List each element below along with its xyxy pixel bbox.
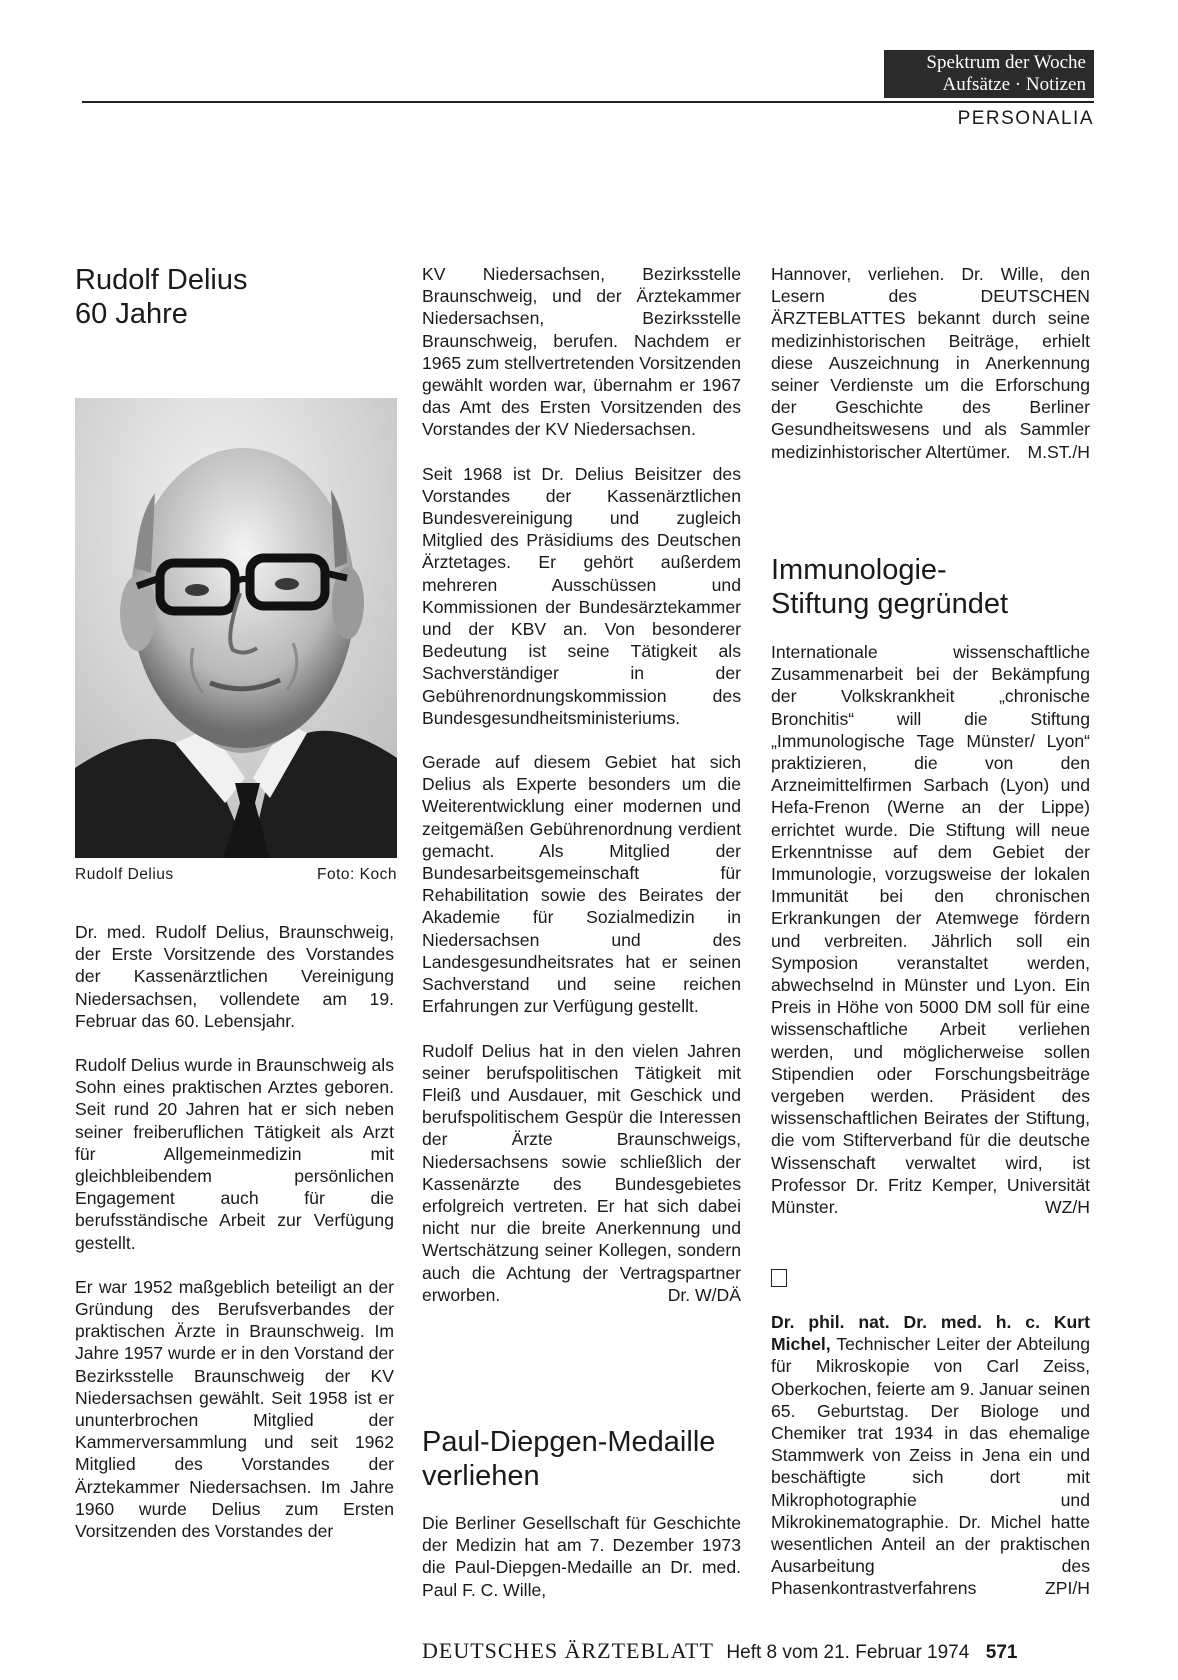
article1-paragraph-7-text: Rudolf Delius hat in den vielen Jahren seiner berufspolitischen Tätigkeit mit Fleiß und Ausdauer, mit Geschick und berufspolitischem Gespür die Interessen der Ärzte Braunschweigs, Niedersachsens sowie schließlich der Kassenärzte des Bundesgebietes erfolgreich vertreten. Er hat sich dabei nicht nur die breite Anerkennung und Wertschätzung seiner Kollegen, sondern auch die Achtung der Vertragspartner erworben.	[422, 1040, 741, 1305]
article4-signature: ZPI/H	[1045, 1578, 1090, 1599]
article1-paragraph-7	[422, 1040, 741, 1306]
footer-journal: DEUTSCHES ÄRZTEBLATT	[422, 1638, 714, 1663]
article3-title	[771, 553, 1008, 621]
article2-text-col3	[771, 263, 1090, 463]
page-footer	[422, 1638, 1017, 1664]
article2-title-line2: verliehen	[422, 1460, 540, 1492]
column-2-text	[422, 263, 741, 1306]
article4-paragraph-text: Technischer Leiter der Abteilung für Mikroskopie von Carl Zeiss, Oberkochen, feierte am 9. Januar seinen 65. Geburtstag. Der Biologe und Chemiker trat 1934 in das ehemalige Stammwerk von Zeiss in Jena ein und beschäftigte sich dort mit Mikrophotographie und Mikrokinematographie. Dr. Michel hatte wesentlichen Anteil an der praktischen Ausarbeitung des Phasenkontrastverfahrens	[771, 1334, 1090, 1599]
article4-lead-name: Dr. phil. nat. Dr. med. h. c. Kurt Michel,	[771, 1312, 1090, 1355]
end-of-article-mark	[771, 1269, 787, 1287]
portrait-photo	[75, 398, 397, 858]
article2-paragraph-1: Die Berliner Gesellschaft für Geschichte der Medizin hat am 7. Dezember 1973 die Paul-Diepgen-Medaille an Dr. med. Paul F. C. Wille,	[422, 1513, 741, 1600]
article3-title-line1: Immunologie-	[771, 554, 947, 586]
article4-text	[771, 1311, 1090, 1600]
column-1-text	[75, 921, 394, 1542]
article1-paragraph-3: Er war 1952 maßgeblich beteiligt an der Gründung des Berufsverbandes der praktischen Ärzte in Braunschweig. Im Jahre 1957 wurde er in den Vorstand der Bezirksstelle Braunschweig der KV Niedersachsen gewählt. Seit 1958 ist er ununterbrochen Mitglied der Kammerversammlung und seit 1962 Mitglied des Vorstandes der Ärztekammer Niedersachsen. Im Jahre 1960 wurde Delius zum Ersten Vorsitzenden des Vorstandes der	[75, 1276, 394, 1542]
article2-signature: M.ST./H	[1027, 441, 1090, 462]
article1-title-line2: 60 Jahre	[75, 298, 188, 330]
footer-page-number: 571	[985, 1642, 1018, 1663]
header-line-1: Spektrum der Woche	[926, 52, 1086, 73]
photo-caption	[75, 866, 397, 884]
article3-paragraph-1	[771, 641, 1090, 1218]
section-label: PERSONALIA	[957, 108, 1094, 129]
article1-paragraph-1: Dr. med. Rudolf Delius, Braunschweig, der Erste Vorsitzende des Vorstandes der Kassenärztlichen Vereinigung Niedersachsen, vollendete am 19. Februar das 60. Lebensjahr.	[75, 922, 394, 1031]
article2-text-col2	[422, 1512, 741, 1601]
header-line-2: Aufsätze · Notizen	[942, 74, 1086, 95]
article4-paragraph	[771, 1311, 1090, 1600]
article3-title-line2: Stiftung gegründet	[771, 588, 1009, 620]
header-rule	[82, 101, 1094, 103]
article2-title	[422, 1425, 715, 1493]
section-header-box	[884, 50, 1094, 98]
article3-signature: WZ/H	[1045, 1197, 1090, 1218]
article2-paragraph-2	[771, 263, 1090, 463]
article1-signature: Dr. W/DÄ	[667, 1284, 741, 1305]
photo-credit: Foto: Koch	[317, 866, 397, 883]
article3-text	[771, 641, 1090, 1218]
article1-title	[75, 263, 247, 331]
photo-caption-text: Rudolf Delius	[75, 866, 174, 883]
article2-title-line1: Paul-Diepgen-Medaille	[422, 1426, 716, 1458]
article1-paragraph-4: KV Niedersachsen, Bezirksstelle Braunschweig, und der Ärztekammer Niedersachsen, Bezirksstelle Braunschweig, berufen. Nachdem er 1965 zum stellvertretenden Vorsitzenden gewählt worden war, übernahm er 1967 das Amt des Ersten Vorsitzenden des Vorstandes der KV Niedersachsen.	[422, 264, 741, 440]
footer-issue: Heft 8 vom 21. Februar 1974	[726, 1642, 970, 1663]
portrait-illustration	[75, 398, 397, 858]
article1-title-line1: Rudolf Delius	[75, 264, 248, 296]
article2-paragraph-2-text: Hannover, verliehen. Dr. Wille, den Lesern des DEUTSCHEN ÄRZTEBLATTES bekannt durch seine medizinhistorischen Beiträge, erhielt diese Auszeichnung in Anerkennung seiner Verdienste um die Erforschung der Geschichte des Berliner Gesundheitswesens und als Sammler medizinhistorischer Altertümer.	[771, 264, 1090, 462]
article1-paragraph-5: Seit 1968 ist Dr. Delius Beisitzer des Vorstandes der Kassenärztlichen Bundesvereinigung und zugleich Mitglied des Präsidiums des Deutschen Ärztetages. Er gehört außerdem mehreren Ausschüssen und Kommissionen der Bundesärztekammer und der KBV an. Von besonderer Bedeutung ist seine Tätigkeit als Sachverständiger in der Gebührenordnungskommission des Bundesgesundheitsministeriums.	[422, 463, 741, 728]
article1-paragraph-6: Gerade auf diesem Gebiet hat sich Delius als Experte besonders um die Weiterentwicklung einer modernen und zeitgemäßen Gebührenordnung verdient gemacht. Als Mitglied der Bundesarbeitsgemeinschaft für Rehabilitation sowie des Beirates der Akademie für Sozialmedizin in Niedersachsen und des Landesgesundheitsrates hat er seinen Sachverstand und seine reichen Erfahrungen zur Verfügung gestellt.	[422, 752, 741, 1017]
article1-paragraph-2: Rudolf Delius wurde in Braunschweig als Sohn eines praktischen Arztes geboren. Seit rund 20 Jahren hat er sich neben seiner freiberuflichen Tätigkeit als Arzt für Allgemeinmedizin mit gleichbleibendem persönlichen Engagement auch für die berufsständische Arbeit zur Verfügung gestellt.	[75, 1055, 394, 1253]
article3-paragraph-1-text: Internationale wissenschaftliche Zusammenarbeit bei der Bekämpfung der Volkskrankheit „chronische Bronchitis“ will die Stiftung „Immunologische Tage Münster/ Lyon“ praktizieren, die von den Arzneimittelfirmen Sarbach (Lyon) und Hefa-Frenon (Werne an der Lippe) errichtet wurde. Die Stiftung will neue Erkenntnisse auf dem Gebiet der Immunologie, vorzugsweise der lokalen Immunität bei den chronischen Erkrankungen der Atemwege fördern und verbreiten. Jährlich soll ein Symposion veranstaltet werden, abwechselnd in Münster und Lyon. Ein Preis in Höhe von 5000 DM soll für eine wissenschaftliche Arbeit verliehen werden, und möglicherweise sollen Stipendien oder Forschungsbeiträge vergeben werden. Präsident des wissenschaftlichen Beirates der Stiftung, die vom Stifterverband für die deutsche Wissenschaft verwaltet wird, ist Professor Dr. Fritz Kemper, Universität Münster.	[771, 642, 1090, 1218]
